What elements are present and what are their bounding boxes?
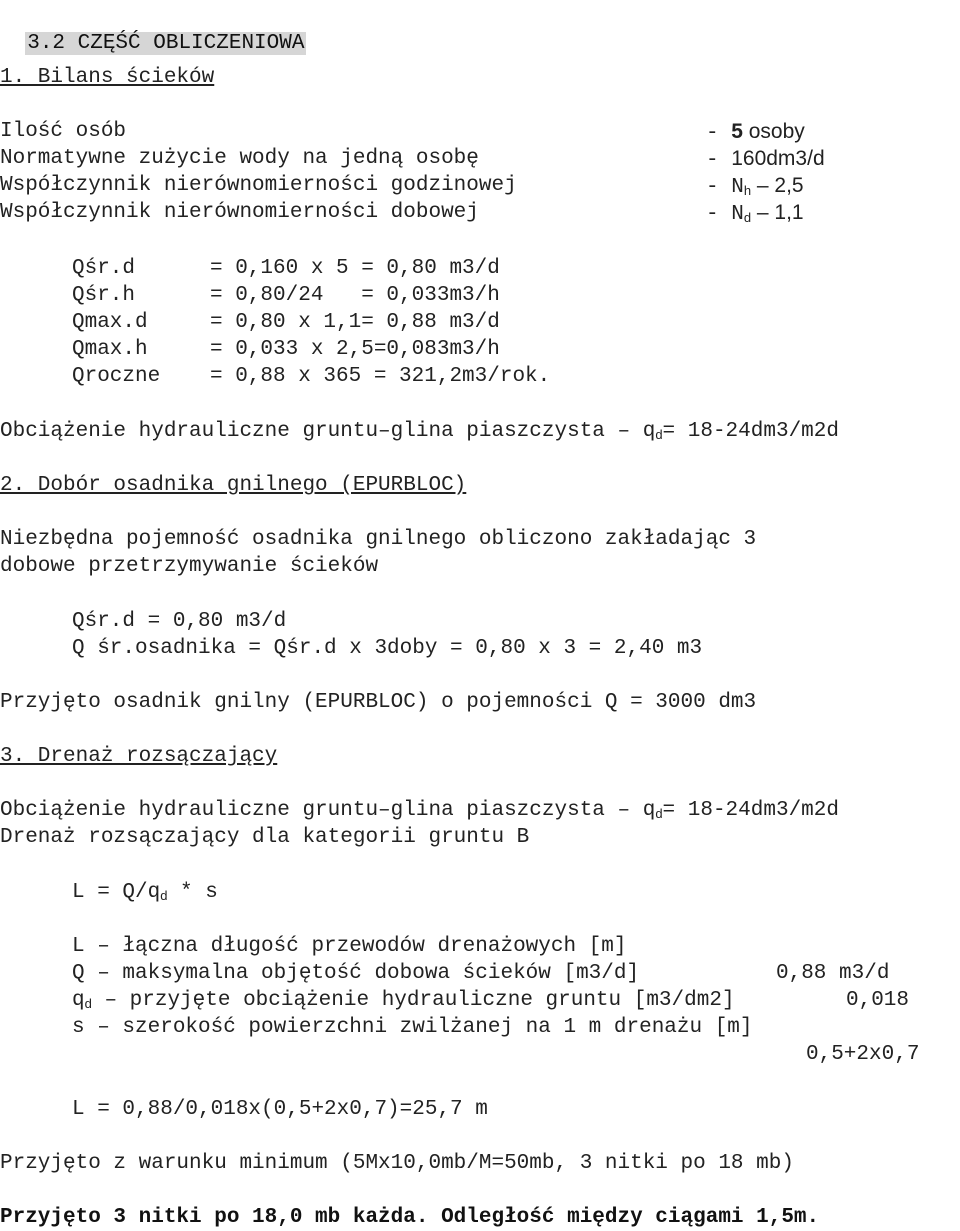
formula-expr: = 0,033 x 2,5=0,083m3/h	[210, 338, 500, 361]
definition-s: s – szerokość powierzchni zwilżanej na 1 m drenażu [m]	[72, 1016, 753, 1039]
conclusion-line: Przyjęto osadnik gnilny (EPURBLOC) o pojemności Q = 3000 dm3	[0, 691, 757, 714]
formula-row	[72, 363, 550, 390]
paragraph-line: dobowe przetrzymywanie ścieków	[0, 555, 379, 578]
param-value: - 5 osoby	[706, 120, 805, 145]
definition-qd-value: 0,018	[846, 989, 910, 1012]
result-line: L = 0,88/0,018x(0,5+2x0,7)=25,7 m	[72, 1098, 488, 1121]
category-line: Drenaż rozsączający dla kategorii gruntu B	[0, 826, 530, 849]
param-value: - $N_d - 1,1$	[706, 201, 804, 226]
param-label: Ilość osób	[0, 120, 127, 143]
formula-label: Qroczne	[72, 365, 161, 388]
formula-expr: = 0,160 x 5 = 0,80 m3/d	[210, 257, 500, 280]
paragraph-line: Niezbędna pojemność osadnika gnilnego obliczono zakładając 3	[0, 528, 757, 551]
section-1-heading: 1. Bilans ścieków	[0, 66, 215, 89]
definition-qd: $q_d$ – przyjęte obciążenie hydrauliczne gruntu [m3/dm2]	[72, 989, 735, 1012]
definition-Q: Q – maksymalna objętość dobowa ścieków [m3/d]	[72, 962, 640, 985]
param-value: - 160dm3/d	[706, 147, 825, 172]
adopted-line: Przyjęto z warunku minimum (5Mx10,0mb/M=50mb, 3 nitki po 18 mb)	[0, 1152, 794, 1175]
calc-line: Qśr.d = 0,80 m3/d	[72, 610, 287, 633]
section-title-text: 3.2 CZĘŚĆ OBLICZENIOWA	[27, 32, 305, 55]
final-line: Przyjęto 3 nitki po 18,0 mb każda. Odległość między ciągami 1,5m.	[0, 1206, 820, 1229]
param-label: Współczynnik nierównomierności dobowej	[0, 201, 479, 224]
param-label: Normatywne zużycie wody na jedną osobę	[0, 147, 479, 170]
formula-row	[72, 255, 500, 282]
definition-L: L – łączna długość przewodów drenażowych [m]	[72, 935, 627, 958]
definition-s-value: 0,5+2x0,7	[806, 1043, 920, 1066]
drain-formula: $L = Q/q_d * s$	[72, 881, 218, 904]
section-3-heading: 3. Drenaż rozsączający	[0, 745, 278, 768]
param-value: - $N_h - 2,5$	[706, 174, 804, 199]
param-label: Współczynnik nierównomierności godzinowej	[0, 174, 517, 197]
section-title	[0, 3, 306, 57]
formula-row	[72, 309, 500, 336]
formula-expr: = 0,80 x 1,1= 0,88 m3/d	[210, 311, 500, 334]
formula-row	[72, 282, 500, 309]
formula-label: Qśr.d	[72, 257, 136, 280]
section-2-heading: 2. Dobór osadnika gnilnego (EPURBLOC)	[0, 474, 467, 497]
formula-expr: = 0,88 x 365 = 321,2m3/rok.	[210, 365, 551, 388]
calc-line: Q śr.osadnika = Qśr.d x 3doby = 0,80 x 3 = 2,40 m3	[72, 637, 703, 660]
formula-expr: = 0,80/24 = 0,033m3/h	[210, 284, 500, 307]
load-line: Obciążenie hydrauliczne gruntu–glina piaszczysta – $q_d= 18-24dm3/m2d$	[0, 799, 839, 822]
formula-label: Qśr.h	[72, 284, 136, 307]
definition-Q-value: 0,88 m3/d	[776, 962, 890, 985]
formula-label: Qmax.d	[72, 311, 148, 334]
formula-row	[72, 336, 500, 363]
load-line: Obciążenie hydrauliczne gruntu–glina piaszczysta – $q_d= 18-24dm3/m2d$	[0, 420, 839, 443]
formula-label: Qmax.h	[72, 338, 148, 361]
